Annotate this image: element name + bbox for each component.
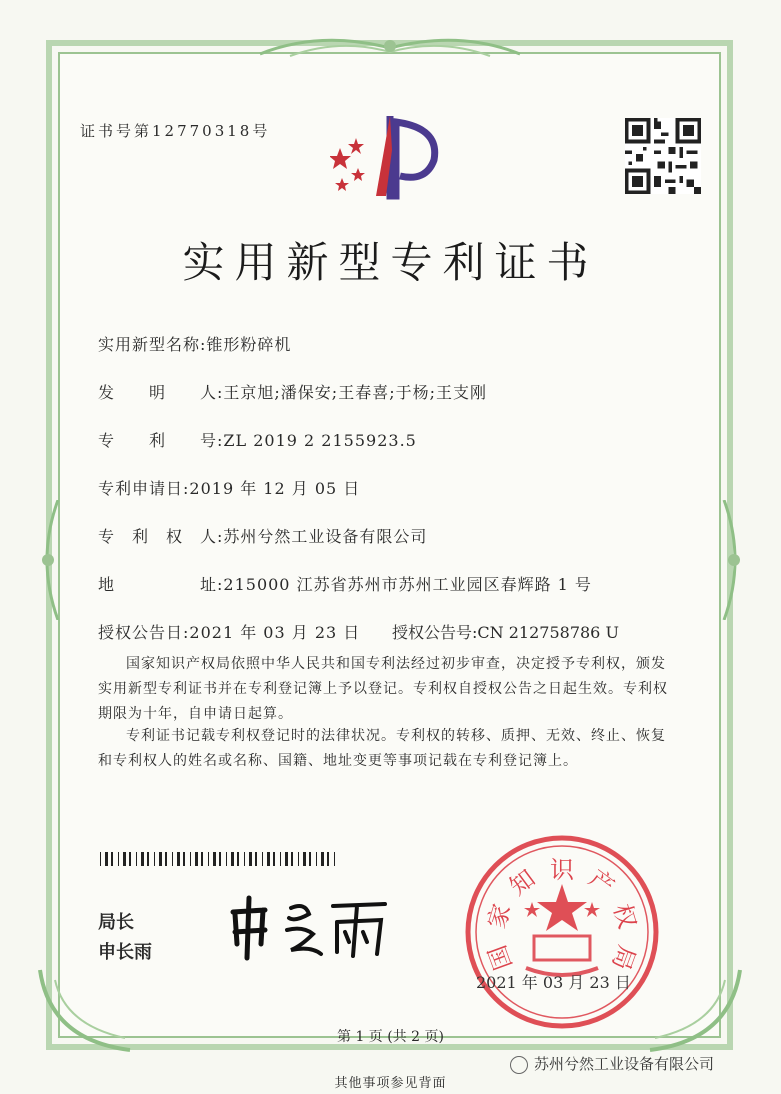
seal-character: 权 <box>607 901 642 933</box>
seal-text <box>462 832 662 1032</box>
address-row <box>98 572 592 595</box>
grant-date-row <box>98 620 360 643</box>
seal-character: 知 <box>504 864 541 902</box>
left-ornament <box>36 500 66 620</box>
footer-note: 其他事项参见背面 <box>334 1076 447 1091</box>
grant-number-label: 授权公告号: <box>392 623 478 642</box>
director-name: 申长雨 <box>98 942 152 963</box>
grant-number-row <box>392 620 619 643</box>
director-title: 局长 <box>98 912 134 933</box>
watermark-text: 苏州兮然工业设备有限公司 <box>534 1055 715 1073</box>
utility-name-row <box>98 332 291 355</box>
watermark <box>510 1053 714 1074</box>
inventor-value: 王京旭;潘保安;王春喜;于杨;王支刚 <box>223 383 487 402</box>
apply-date-value: 2019 年 12 月 05 日 <box>189 479 361 498</box>
certificate-number: 证书号第12770318号 <box>80 122 271 140</box>
seal-date: 2021 年 03 月 23 日 <box>476 973 631 992</box>
patent-number-label: 专 利 号: <box>98 431 224 450</box>
right-ornament <box>716 500 746 620</box>
patent-office-logo <box>330 110 450 200</box>
director-signature <box>225 892 395 962</box>
patent-number-value: ZL 2019 2 2155923.5 <box>223 431 417 450</box>
inventor-label: 发 明 人: <box>98 383 224 402</box>
top-ornament <box>250 30 530 64</box>
holder-row <box>98 524 427 547</box>
patent-number-row <box>98 428 417 451</box>
seal-character: 识 <box>550 856 574 884</box>
legal-paragraph-1: 国家知识产权局依照中华人民共和国专利法经过初步审查，决定授予专利权，颁发实用新型专利证书并在专利登记簿上予以登记。专利权自授权公告之日起生效。专利权期限为十年，自申请日起算。 <box>98 656 668 722</box>
grant-date-value: 2021 年 03 月 23 日 <box>189 623 361 642</box>
certificate-title: 实用新型专利证书 <box>182 238 599 287</box>
seal-character: 局 <box>606 941 641 974</box>
apply-date-row <box>98 476 360 499</box>
page-number: 第 1 页 (共 2 页) <box>337 1029 444 1045</box>
grant-date-label: 授权公告日: <box>98 623 190 642</box>
qr-code <box>625 118 701 194</box>
seal-character: 产 <box>583 864 620 902</box>
grant-number-value: CN 212758786 U <box>477 623 619 642</box>
seal-character: 国 <box>483 941 518 974</box>
inventor-row <box>98 380 487 403</box>
barcode <box>100 852 340 866</box>
address-label: 地 址: <box>98 575 224 594</box>
address-value: 215000 江苏省苏州市苏州工业园区春辉路 1 号 <box>223 575 592 594</box>
holder-label: 专 利 权 人: <box>98 527 224 546</box>
seal-character: 家 <box>482 901 517 933</box>
holder-value: 苏州兮然工业设备有限公司 <box>223 527 428 546</box>
wechat-icon <box>510 1056 528 1074</box>
utility-name-label: 实用新型名称: <box>98 335 207 354</box>
utility-name-value: 锥形粉碎机 <box>206 335 292 354</box>
legal-paragraph-2: 专利证书记载专利权登记时的法律状况。专利权的转移、质押、无效、终止、恢复和专利权人的姓名或名称、国籍、地址变更等事项记载在专利登记簿上。 <box>98 728 666 769</box>
apply-date-label: 专利申请日: <box>98 479 190 498</box>
